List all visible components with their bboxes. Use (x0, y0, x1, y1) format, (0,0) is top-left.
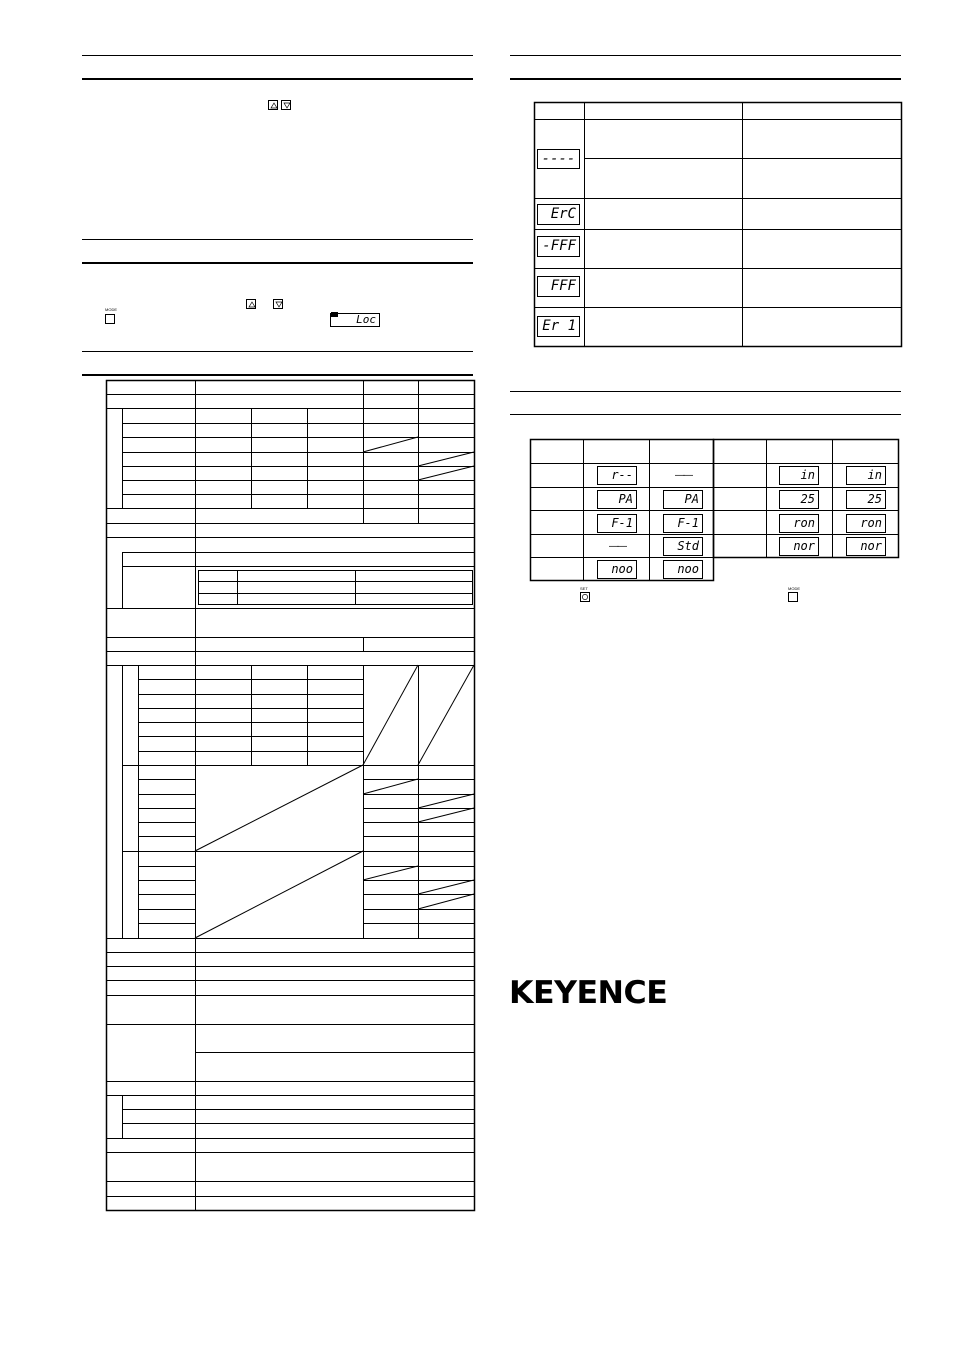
setting-display-nor: nor (846, 537, 886, 556)
setting-display-in: in (846, 466, 886, 485)
setting-display-25: 25 (779, 490, 819, 509)
mode-key-label: MODE (105, 307, 117, 312)
error-display-er1: Er 1 (537, 316, 580, 337)
error-display-fff: FFF (537, 276, 580, 297)
setting-display-std: Std (663, 537, 703, 556)
set-key-icon (580, 592, 590, 602)
setting-display-nor: nor (779, 537, 819, 556)
setting-dash: —— (609, 541, 625, 552)
setting-display-ron: ron (779, 514, 819, 533)
lock-display: Loc (330, 313, 380, 327)
setting-display-pa: PA (597, 490, 637, 509)
setting-display-f1: F-1 (597, 514, 637, 533)
setting-display-r: r-- (597, 466, 637, 485)
setting-display-noo: noo (663, 560, 703, 579)
setting-display-pa: PA (663, 490, 703, 509)
setting-display-f1: F-1 (663, 514, 703, 533)
error-display-dashes: ---- (537, 149, 580, 169)
setting-display-ron: ron (846, 514, 886, 533)
mode-key-label: MODE (788, 586, 800, 591)
setting-display-noo: noo (597, 560, 637, 579)
setting-dash: —— (675, 470, 691, 481)
setting-display-25: 25 (846, 490, 886, 509)
error-display-erc: ErC (537, 204, 580, 225)
setting-display-in: in (779, 466, 819, 485)
mode-key-icon (788, 592, 798, 602)
keyence-logo: KEYENCE (509, 975, 668, 1011)
error-display-minus-fff: -FFF (537, 236, 580, 257)
set-key-label: SET (580, 586, 588, 591)
